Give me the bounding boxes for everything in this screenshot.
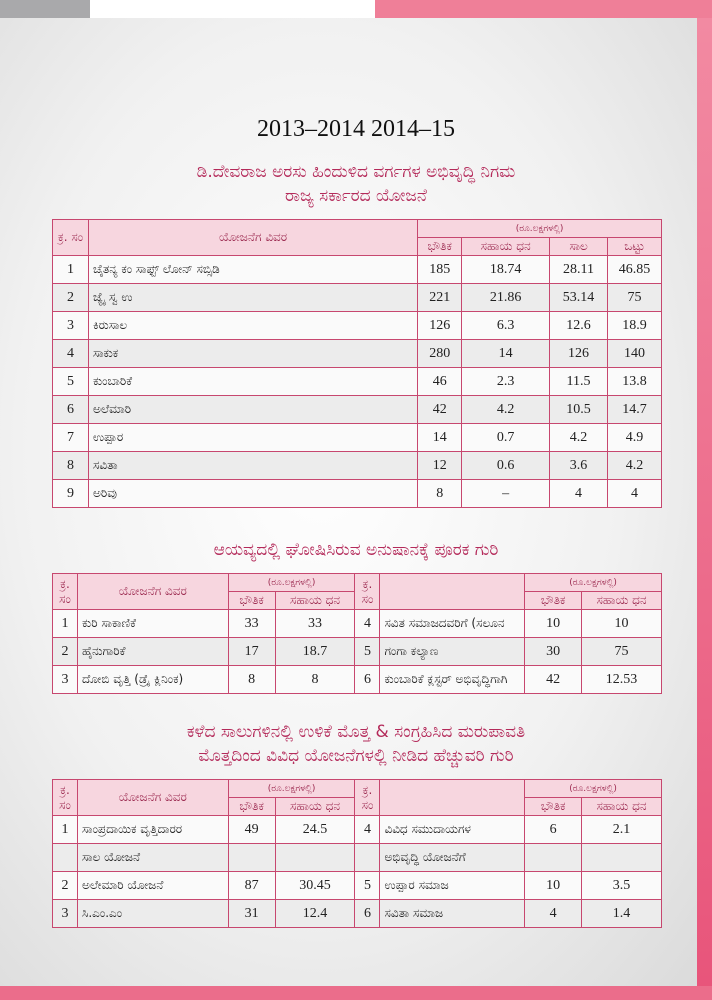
value-cell: 49 <box>228 816 275 844</box>
value-cell <box>355 844 380 872</box>
value-cell: 53.14 <box>550 284 608 312</box>
section3-heading-line2: ಮೊತ್ತದಿಂದ ವಿವಿಧ ಯೋಜನೆಗಳಲ್ಲಿ ನೀಡಿದ ಹೆಚ್ಚುವರಿ ಗುರಿ <box>198 746 514 766</box>
value-cell: 3 <box>53 900 78 928</box>
scheme-name-cell: ಹೈನುಗಾರಿಕೆ <box>77 638 228 666</box>
table-row <box>53 844 662 872</box>
value-cell: 3.6 <box>550 452 608 480</box>
value-cell: 8 <box>53 452 89 480</box>
value-cell: 4 <box>355 816 380 844</box>
value-cell: 14.7 <box>608 396 662 424</box>
table-row <box>53 368 662 396</box>
header-physical-2: ಭೌತಿಕ <box>525 798 582 816</box>
scheme-name-cell: ಸವಿತ ಸಮಾಜದವರಿಗೆ (ಸಲೂನ <box>380 610 525 638</box>
header-blank <box>380 780 525 816</box>
section3-heading <box>0 720 712 768</box>
value-cell: 4.2 <box>550 424 608 452</box>
top-gray-strip <box>0 0 90 18</box>
value-cell: 5 <box>53 368 89 396</box>
value-cell: 75 <box>608 284 662 312</box>
section1-heading-line1: ಡಿ.ದೇವರಾಜ ಅರಸು ಹಿಂದುಳಿದ ವರ್ಗಗಳ ಅಭಿವೃದ್ಧಿ ನಿಗಮ <box>196 162 516 182</box>
value-cell: 10 <box>582 610 662 638</box>
scheme-name-cell: ಅರಿವು <box>88 480 417 508</box>
header-sl: ಕ್ರ. ಸಂ <box>53 220 89 256</box>
scheme-name-cell: ಸಾಕುಕ <box>88 340 417 368</box>
header-physical-2: ಭೌತಿಕ <box>525 592 582 610</box>
value-cell: 1 <box>53 610 78 638</box>
value-cell: 13.8 <box>608 368 662 396</box>
section1-heading <box>0 160 712 208</box>
value-cell: 46.85 <box>608 256 662 284</box>
table-row <box>53 424 662 452</box>
table-row <box>53 900 662 928</box>
value-cell: 42 <box>525 666 582 694</box>
value-cell: 33 <box>228 610 275 638</box>
table-row <box>53 284 662 312</box>
header-sl-2: ಕ್ರ. ಸಂ <box>355 574 380 610</box>
value-cell: 2.1 <box>582 816 662 844</box>
scheme-name-cell: ಅಲೆಮಾರಿ <box>88 396 417 424</box>
scheme-name-cell: ಕಿರುಸಾಲ <box>88 312 417 340</box>
table-additional-targets <box>52 779 662 928</box>
value-cell: 18.7 <box>275 638 355 666</box>
value-cell: 3 <box>53 312 89 340</box>
value-cell: 75 <box>582 638 662 666</box>
header-total: ಒಟ್ಟು <box>608 238 662 256</box>
value-cell: 6 <box>53 396 89 424</box>
header-blank <box>380 574 525 610</box>
value-cell: 12.6 <box>550 312 608 340</box>
scheme-name-cell: ಕುರಿ ಸಾಕಾಣಿಕೆ <box>77 610 228 638</box>
header-sl-2: ಕ್ರ. ಸಂ <box>355 780 380 816</box>
scheme-name-cell: ಚೈತನ್ಯ ಕಂ ಸಾಫ್ಟ್ ಲೋನ್ ಸಬ್ಸಿಡಿ <box>88 256 417 284</box>
value-cell: 4.2 <box>462 396 550 424</box>
value-cell: 2.3 <box>462 368 550 396</box>
table-row <box>53 312 662 340</box>
header-unit-2: (ರೂ.ಲಕ್ಷಗಳಲ್ಲಿ) <box>525 574 662 592</box>
header-sl: ಕ್ರ. ಸಂ <box>53 574 78 610</box>
value-cell: 8 <box>275 666 355 694</box>
header-loan: ಸಾಲ <box>550 238 608 256</box>
scheme-name-cell: ಅಭಿವೃದ್ಧಿ ಯೋಜನೆಗೆ <box>380 844 525 872</box>
table-row <box>53 480 662 508</box>
value-cell: 4 <box>525 900 582 928</box>
value-cell: 87 <box>228 872 275 900</box>
scheme-name-cell: ಉಪ್ಪಾರ <box>88 424 417 452</box>
value-cell: 33 <box>275 610 355 638</box>
value-cell: – <box>462 480 550 508</box>
table-body <box>53 816 662 928</box>
value-cell: 12 <box>418 452 462 480</box>
value-cell: 31 <box>228 900 275 928</box>
value-cell: 10.5 <box>550 396 608 424</box>
header-sl: ಕ್ರ. ಸಂ <box>53 780 78 816</box>
value-cell: 28.11 <box>550 256 608 284</box>
scheme-name-cell: ಸವಿತಾ <box>88 452 417 480</box>
header-subsidy-2: ಸಹಾಯ ಧನ <box>582 592 662 610</box>
value-cell <box>53 844 78 872</box>
value-cell: 10 <box>525 610 582 638</box>
value-cell: 140 <box>608 340 662 368</box>
table-row <box>53 396 662 424</box>
value-cell: 4 <box>608 480 662 508</box>
top-pink-strip <box>375 0 712 18</box>
value-cell: 11.5 <box>550 368 608 396</box>
value-cell: 0.6 <box>462 452 550 480</box>
value-cell: 1 <box>53 816 78 844</box>
value-cell: 5 <box>355 638 380 666</box>
header-subsidy: ಸಹಾಯ ಧನ <box>275 798 355 816</box>
scheme-name-cell: ಗಂಗಾ ಕಲ್ಯಾಣ <box>380 638 525 666</box>
value-cell: 3.5 <box>582 872 662 900</box>
value-cell: 6.3 <box>462 312 550 340</box>
header-subsidy: ಸಹಾಯ ಧನ <box>462 238 550 256</box>
value-cell: 0.7 <box>462 424 550 452</box>
value-cell: 185 <box>418 256 462 284</box>
scheme-name-cell: ಕುಂಬಾರಿಕೆ ಕ್ಲಸ್ಟರ್ ಅಭಿವೃದ್ಧಿಗಾಗಿ <box>380 666 525 694</box>
value-cell: 4.9 <box>608 424 662 452</box>
value-cell: 24.5 <box>275 816 355 844</box>
header-unit: (ರೂ.ಲಕ್ಷಗಳಲ್ಲಿ) <box>228 574 355 592</box>
table-budget-targets <box>52 573 662 694</box>
table-row <box>53 452 662 480</box>
value-cell: 9 <box>53 480 89 508</box>
value-cell: 18.9 <box>608 312 662 340</box>
value-cell: 12.4 <box>275 900 355 928</box>
value-cell: 30 <box>525 638 582 666</box>
page-title: 2013–2014 2014–15 <box>257 116 455 142</box>
value-cell: 221 <box>418 284 462 312</box>
table-state-schemes <box>52 219 662 508</box>
value-cell: 18.74 <box>462 256 550 284</box>
bottom-pink-strip <box>0 986 712 1000</box>
header-unit: (ರೂ.ಲಕ್ಷಗಳಲ್ಲಿ) <box>228 780 355 798</box>
scheme-name-cell: ಕುಂಬಾರಿಕೆ <box>88 368 417 396</box>
section2-heading-line1: ಆಯವ್ಯದಲ್ಲಿ ಘೋಷಿಸಿರುವ ಅನುಷಾನಕ್ಕೆ ಪೂರಕ ಗುರಿ <box>213 540 499 560</box>
scheme-name-cell: ಸಾಲ ಯೋಜನೆ <box>77 844 228 872</box>
table-row <box>53 666 662 694</box>
value-cell: 6 <box>525 816 582 844</box>
scheme-name-cell: ಅಲೇಮಾರಿ ಯೋಜನೆ <box>77 872 228 900</box>
scheme-name-cell: ವಿವಿಧ ಸಮುದಾಯಗಳ <box>380 816 525 844</box>
value-cell: 4 <box>355 610 380 638</box>
value-cell <box>582 844 662 872</box>
header-scheme: ಯೋಜನೆಗ ವಿವರ <box>88 220 417 256</box>
table-body <box>53 610 662 694</box>
value-cell: 6 <box>355 900 380 928</box>
value-cell: 8 <box>228 666 275 694</box>
value-cell: 4 <box>53 340 89 368</box>
header-unit: (ರೂ.ಲಕ್ಷಗಳಲ್ಲಿ) <box>418 220 662 238</box>
table-row <box>53 610 662 638</box>
value-cell: 46 <box>418 368 462 396</box>
scheme-name-cell: ದೋಬಿ ವೃತ್ತಿ (ಡ್ರೈ ಕ್ಲಿನಿಂಕ) <box>77 666 228 694</box>
value-cell: 7 <box>53 424 89 452</box>
value-cell: 1.4 <box>582 900 662 928</box>
value-cell: 2 <box>53 638 78 666</box>
value-cell: 17 <box>228 638 275 666</box>
section3-heading-line1: ಕಳೆದ ಸಾಲುಗಳಿನಲ್ಲಿ ಉಳಿಕೆ ಮೊತ್ತ & ಸಂಗ್ರಹಿಸಿದ ಮರುಪಾವತಿ <box>186 722 526 742</box>
value-cell <box>525 844 582 872</box>
value-cell <box>275 844 355 872</box>
value-cell: 126 <box>418 312 462 340</box>
section1-heading-line2: ರಾಜ್ಯ ಸರ್ಕಾರದ ಯೋಜನೆ <box>285 186 427 206</box>
scheme-name-cell: ಜ್ಯೈ ಸ್ವ ಉ <box>88 284 417 312</box>
table-row <box>53 872 662 900</box>
header-subsidy: ಸಹಾಯ ಧನ <box>275 592 355 610</box>
value-cell: 21.86 <box>462 284 550 312</box>
table-row <box>53 638 662 666</box>
value-cell: 12.53 <box>582 666 662 694</box>
value-cell <box>228 844 275 872</box>
value-cell: 6 <box>355 666 380 694</box>
value-cell: 30.45 <box>275 872 355 900</box>
table-row <box>53 340 662 368</box>
table-body <box>53 256 662 508</box>
value-cell: 2 <box>53 284 89 312</box>
header-unit-2: (ರೂ.ಲಕ್ಷಗಳಲ್ಲಿ) <box>525 780 662 798</box>
header-physical: ಭೌತಿಕ <box>418 238 462 256</box>
scheme-name-cell: ಉಪ್ಪಾರ ಸಮಾಜ <box>380 872 525 900</box>
value-cell: 280 <box>418 340 462 368</box>
top-white-strip <box>90 0 375 18</box>
value-cell: 14 <box>462 340 550 368</box>
scheme-name-cell: ಸಾಂಪ್ರದಾಯಿಕ ವೃತ್ತಿದಾರರ <box>77 816 228 844</box>
header-physical: ಭೌತಿಕ <box>228 592 275 610</box>
value-cell: 4.2 <box>608 452 662 480</box>
value-cell: 5 <box>355 872 380 900</box>
header-subsidy-2: ಸಹಾಯ ಧನ <box>582 798 662 816</box>
value-cell: 3 <box>53 666 78 694</box>
scheme-name-cell: ಸವಿತಾ ಸಮಾಜ <box>380 900 525 928</box>
header-physical: ಭೌತಿಕ <box>228 798 275 816</box>
header-scheme: ಯೋಜನೆಗ ವಿವರ <box>77 574 228 610</box>
value-cell: 126 <box>550 340 608 368</box>
value-cell: 42 <box>418 396 462 424</box>
table-row <box>53 816 662 844</box>
value-cell: 1 <box>53 256 89 284</box>
value-cell: 14 <box>418 424 462 452</box>
value-cell: 2 <box>53 872 78 900</box>
value-cell: 4 <box>550 480 608 508</box>
table-row <box>53 256 662 284</box>
section2-heading <box>0 538 712 562</box>
value-cell: 8 <box>418 480 462 508</box>
header-scheme: ಯೋಜನೆಗ ವಿವರ <box>77 780 228 816</box>
value-cell: 10 <box>525 872 582 900</box>
scheme-name-cell: ಸಿ.ಎಂ.ಎಂ <box>77 900 228 928</box>
